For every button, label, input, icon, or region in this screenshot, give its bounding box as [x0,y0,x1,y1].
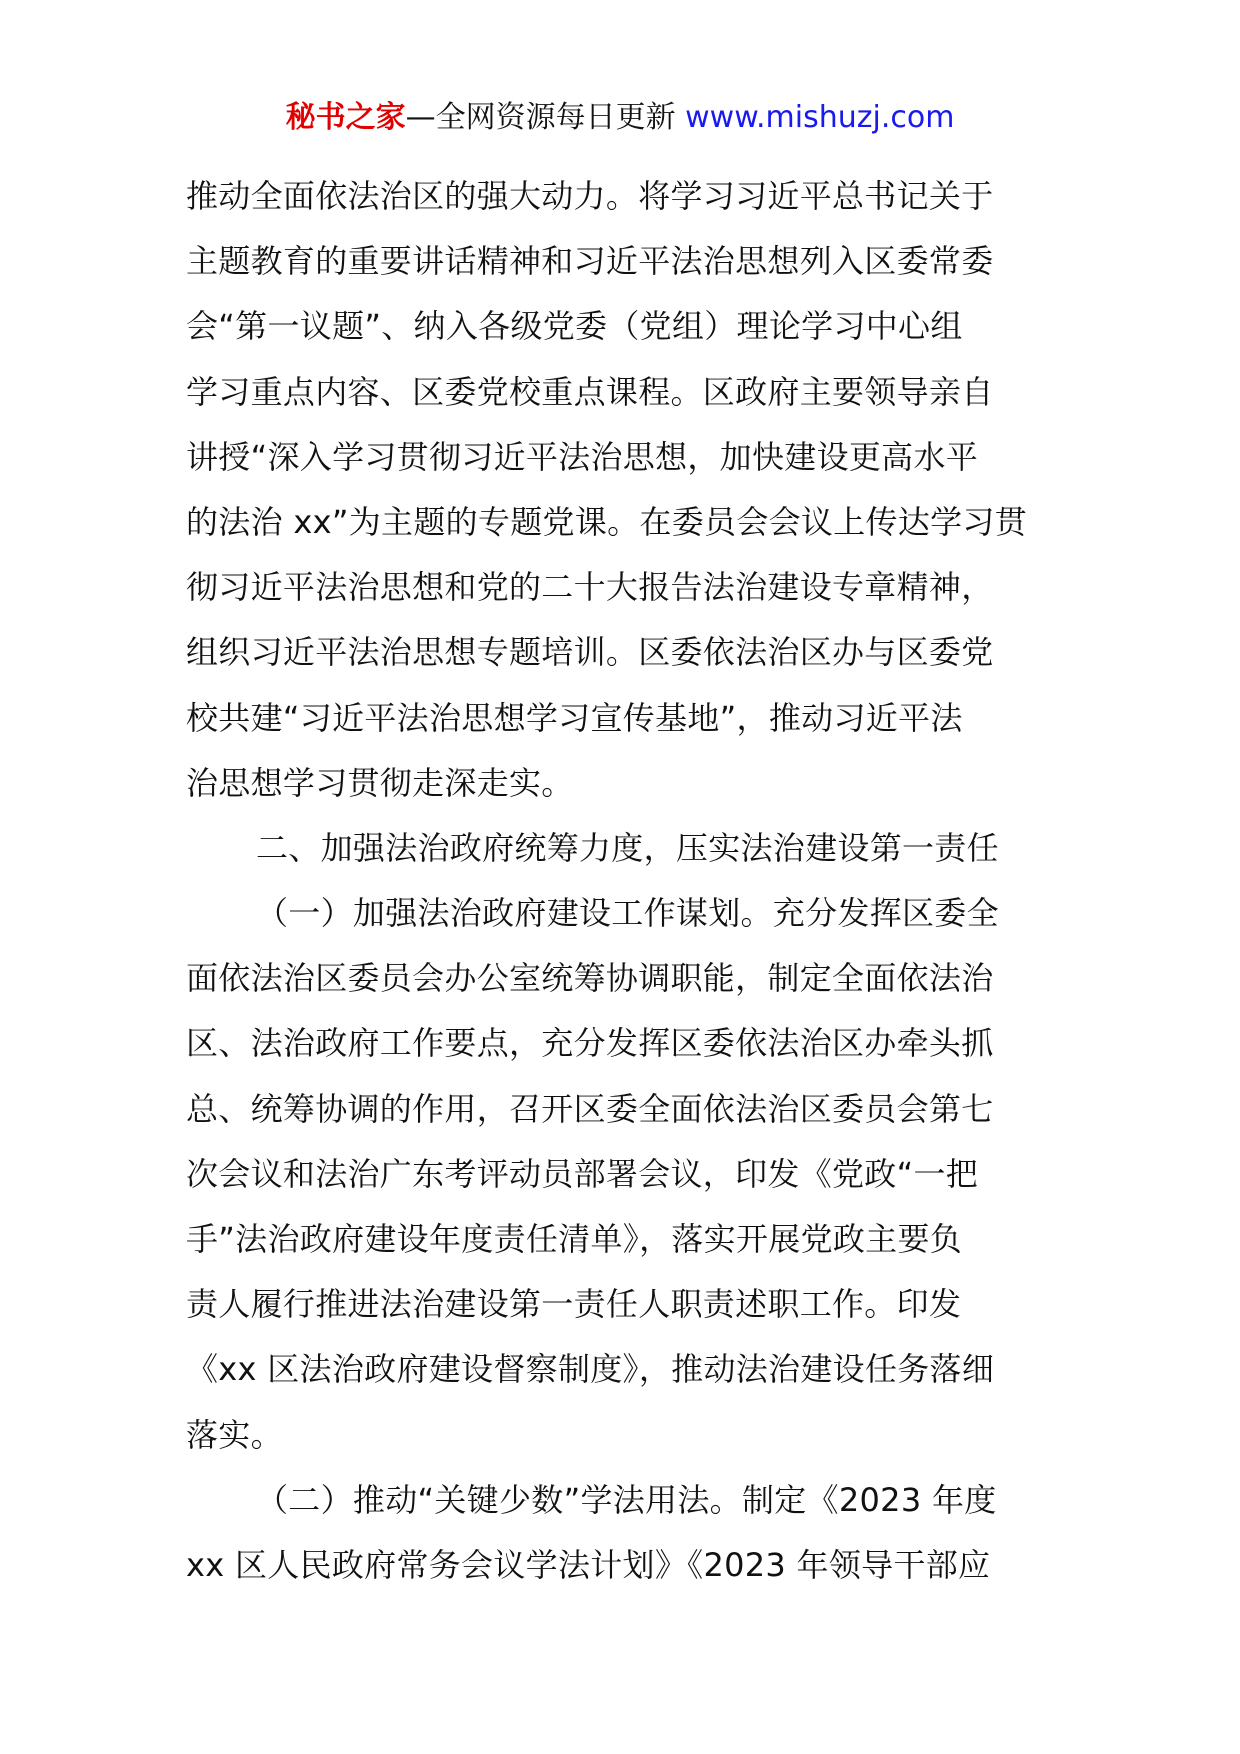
site-tagline: —全网资源每日更新 [405,100,676,135]
text-line: 推动全面依法治区的强大动力。将学习习近平总书记关于 [186,177,994,215]
text-line: 手”法治政府建设年度责任清单》，落实开展党政主要负 [186,1220,963,1258]
text-line: 会“第一议题”、纳入各级党委（党组）理论学习中心组 [186,307,963,346]
text-line: 主题教育的重要讲话精神和习近平法治思想列入区委常委 [186,242,994,281]
text-line: 《xx 区法治政府建设督察制度》，推动法治建设任务落细 [186,1350,995,1389]
section-heading: 二、加强法治政府统筹力度，压实法治建设第一责任 [256,828,999,867]
site-url-link[interactable]: www.mishuzj.com [685,100,955,135]
site-brand: 秘书之家 [285,100,406,135]
text-line: 面依法治区委员会办公室统筹协调职能，制定全面依法治 [186,959,994,998]
text-line: 的法治 xx”为主题的专题党课。在委员会会议上传达学习贯 [186,502,1028,541]
text-line: 讲授“深入学习贯彻习近平法治思想，加快建设更高水平 [186,437,979,476]
paragraph-first-line: （一）加强法治政府建设工作谋划。充分发挥区委全 [256,894,999,933]
text-line: 落实。 [186,1415,283,1454]
document-body [186,164,1056,1598]
page-header [0,98,1240,138]
paragraph-first-line: （二）推动“关键少数”学法用法。制定《2023 年度 [256,1480,997,1519]
text-line: 学习重点内容、区委党校重点课程。区政府主要领导亲自 [186,372,994,411]
text-line: 次会议和法治广东考评动员部署会议，印发《党政“一把 [186,1154,979,1193]
text-line: 校共建“习近平法治思想学习宣传基地”，推动习近平法 [186,698,963,737]
text-line: xx 区人民政府常务会议学法计划》《2023 年领导干部应 [186,1545,991,1584]
text-line: 区、法治政府工作要点，充分发挥区委依法治区办牵头抓 [186,1024,994,1063]
text-line: 治思想学习贯彻走深走实。 [186,763,574,802]
text-line: 组织习近平法治思想专题培训。区委依法治区办与区委党 [186,633,994,672]
text-line: 总、统筹协调的作用，召开区委全面依法治区委员会第七 [186,1089,994,1128]
text-line: 责人履行推进法治建设第一责任人职责述职工作。印发 [186,1285,962,1324]
text-line: 彻习近平法治思想和党的二十大报告法治建设专章精神， [186,568,994,607]
